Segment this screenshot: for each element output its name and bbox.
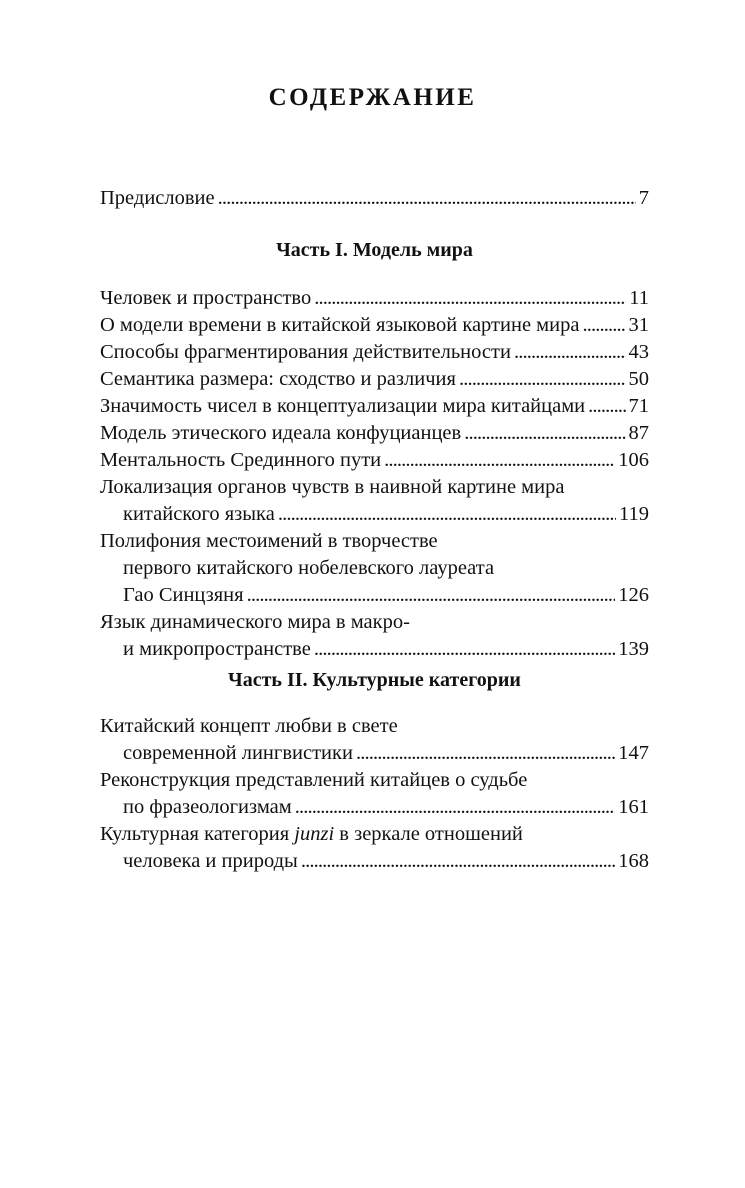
toc-entry-page: 126 <box>618 584 649 606</box>
toc-part1 <box>100 285 649 663</box>
dot-leader <box>582 312 625 339</box>
toc-entry[interactable] <box>100 528 649 609</box>
dot-leader <box>588 393 625 420</box>
dot-leader <box>514 339 626 366</box>
toc-entry-label-cont: Гао Синцзяня <box>123 584 244 606</box>
toc-entry-label: Локализация органов чувств в наивной картине мира <box>100 476 565 498</box>
toc-entry[interactable] <box>100 185 649 212</box>
toc-entry-label: Культурная категория junzi в зеркале отношений <box>100 823 523 845</box>
dot-leader <box>247 582 616 609</box>
dot-leader <box>301 848 615 875</box>
toc-preface <box>100 185 649 212</box>
part2-heading-block <box>100 667 649 694</box>
toc-part2 <box>100 713 649 875</box>
toc-entry[interactable] <box>100 339 649 366</box>
dot-leader <box>295 794 616 821</box>
toc-entry-label: Ментальность Срединного пути <box>100 449 382 471</box>
toc-entry-page: 106 <box>618 449 649 471</box>
toc-entry-page: 147 <box>618 742 649 764</box>
toc-entry-page: 7 <box>638 187 649 209</box>
toc-entry[interactable] <box>100 447 649 474</box>
dot-leader <box>314 285 626 312</box>
toc-entry-label: Реконструкция представлений китайцев о судьбе <box>100 769 528 791</box>
toc-entry-label: Человек и пространство <box>100 287 312 309</box>
toc-entry-page: 50 <box>628 368 649 390</box>
toc-entry-page: 139 <box>618 638 649 660</box>
toc-entry-page: 87 <box>628 422 649 444</box>
toc-entry-page: 31 <box>628 314 649 336</box>
toc-entry-page: 119 <box>619 503 649 525</box>
toc-entry[interactable] <box>100 821 649 875</box>
toc-entry-label-cont: первого китайского нобелевского лауреата <box>123 557 495 579</box>
toc-entry-page: 168 <box>618 850 649 872</box>
dot-leader <box>278 501 616 528</box>
toc-entry[interactable] <box>100 713 649 767</box>
toc-entry-page: 161 <box>618 796 649 818</box>
toc-entry-page: 11 <box>629 287 649 309</box>
toc-entry-label: О модели времени в китайской языковой картине мира <box>100 314 580 336</box>
toc-entry-label-cont: человека и природы <box>123 850 298 872</box>
toc-entry-label-cont: и микропространстве <box>123 638 311 660</box>
toc-entry-label: Предисловие <box>100 187 215 209</box>
part1-heading-block <box>100 237 649 264</box>
toc-entry-label: Способы фрагментирования действительности <box>100 341 511 363</box>
dot-leader <box>314 636 615 663</box>
toc-entry[interactable] <box>100 767 649 821</box>
toc-entry-label: Полифония местоимений в творчестве <box>100 530 438 552</box>
toc-entry-label: Модель этического идеала конфуцианцев <box>100 422 462 444</box>
toc-entry[interactable] <box>100 366 649 393</box>
dot-leader <box>218 185 636 212</box>
toc-entry[interactable] <box>100 285 649 312</box>
toc-entry[interactable] <box>100 609 649 663</box>
dot-leader <box>356 740 615 767</box>
toc-entry[interactable] <box>100 312 649 339</box>
toc-entry-label-cont: по фразеологизмам <box>123 796 292 818</box>
dot-leader <box>464 420 625 447</box>
toc-entry-label: Китайский концепт любви в свете <box>100 715 398 737</box>
dot-leader <box>384 447 615 474</box>
toc-entry[interactable] <box>100 420 649 447</box>
toc-entry-label: Язык динамического мира в макро- <box>100 611 410 633</box>
toc-entry-label-cont: китайского языка <box>123 503 275 525</box>
page-title: СОДЕРЖАНИЕ <box>268 84 477 111</box>
toc-entry-page: 71 <box>628 395 649 417</box>
part-heading: Часть II. Культурные категории <box>228 669 521 691</box>
toc-entry[interactable] <box>100 393 649 420</box>
dot-leader <box>459 366 626 393</box>
toc-entry-label-cont: современной лингвистики <box>123 742 353 764</box>
toc-entry-label: Значимость чисел в концептуализации мира китайцами <box>100 395 586 417</box>
part-heading: Часть I. Модель мира <box>276 239 473 261</box>
toc-entry-page: 43 <box>628 341 649 363</box>
toc-entry-label: Семантика размера: сходство и различия <box>100 368 456 390</box>
toc-entry[interactable] <box>100 474 649 528</box>
